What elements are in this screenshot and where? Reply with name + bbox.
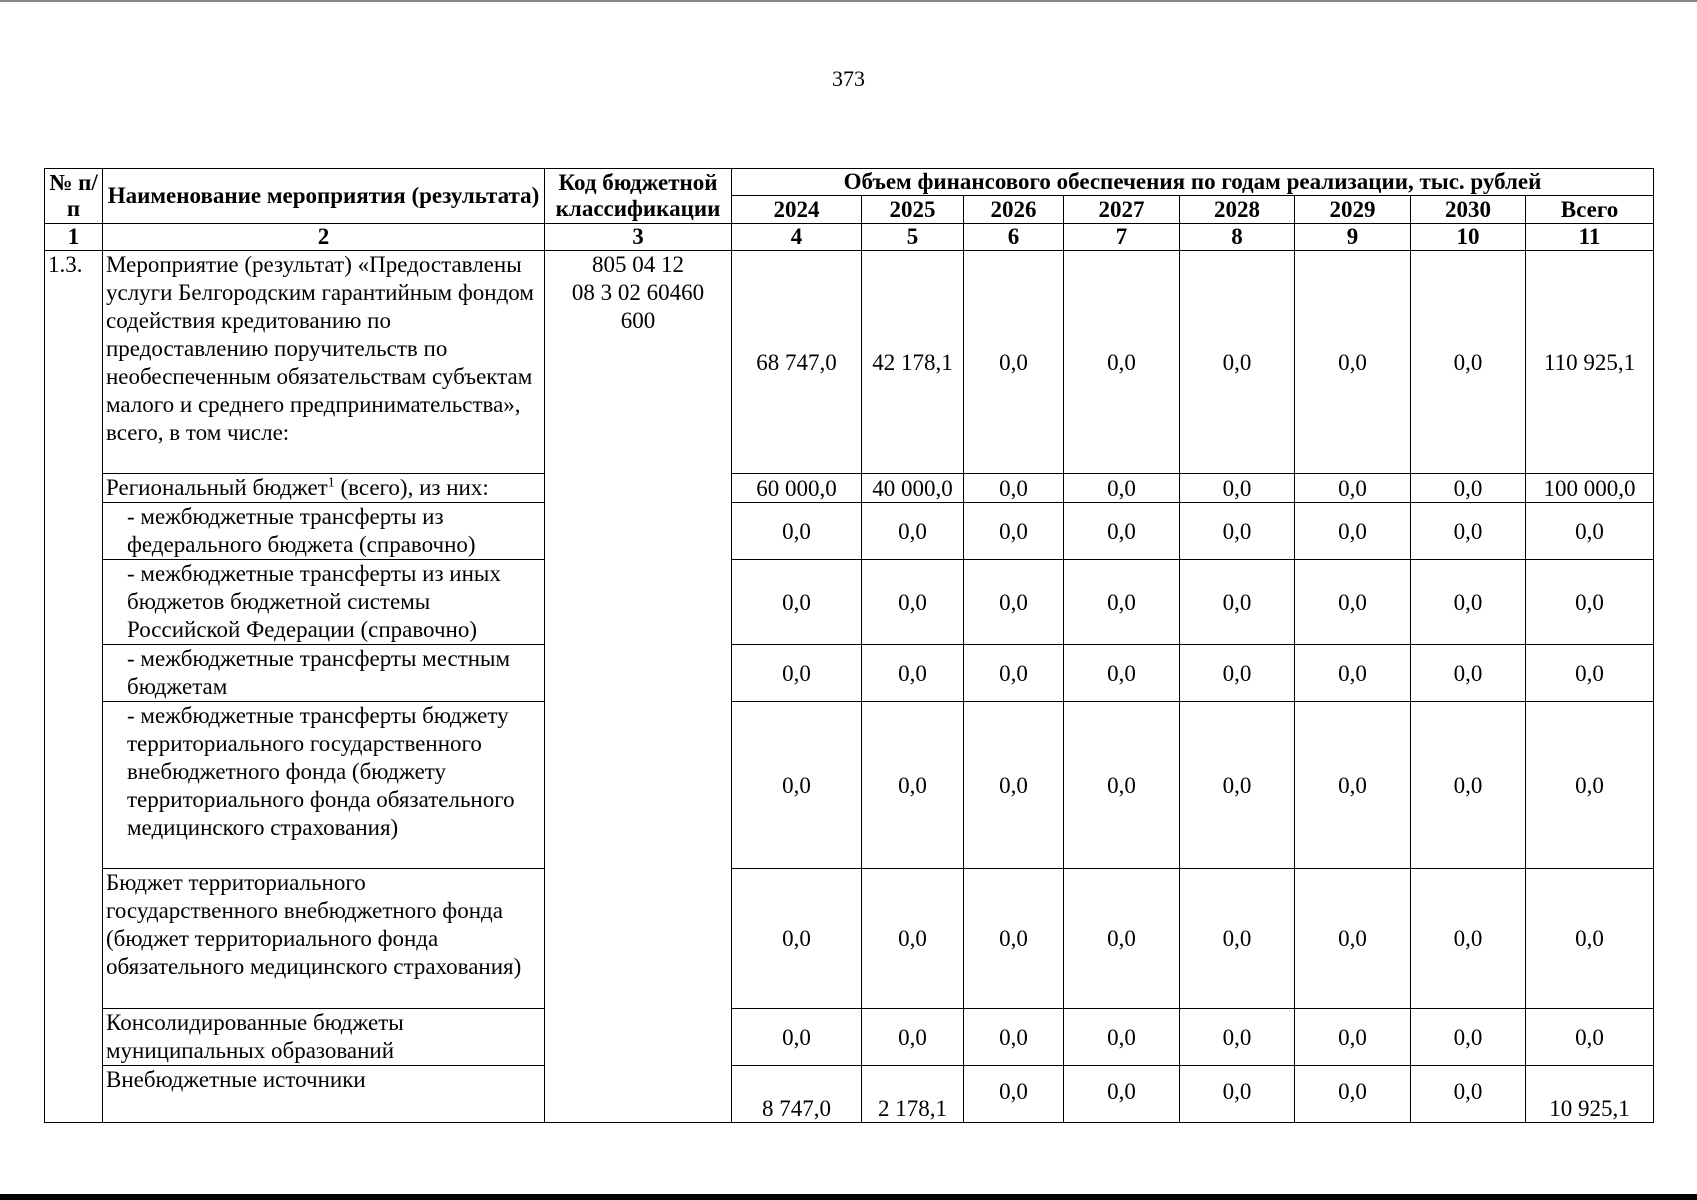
value-cell: 40 000,0 — [862, 474, 964, 503]
budget-code: 805 04 12 08 3 02 60460 600 — [545, 251, 732, 1123]
column-number-row — [45, 224, 1654, 251]
value-cell: 0,0 — [1526, 503, 1654, 560]
value-cell: 0,0 — [862, 702, 964, 869]
table-row — [45, 645, 1654, 702]
value-cell: 0,0 — [862, 645, 964, 702]
value-cell: 60 000,0 — [732, 474, 862, 503]
header-year: 2024 — [732, 196, 862, 224]
column-number: 5 — [862, 224, 964, 251]
value-cell: 0,0 — [1411, 645, 1526, 702]
column-number: 3 — [545, 224, 732, 251]
value-cell: 8 747,0 — [732, 1066, 862, 1123]
value-cell: 0,0 — [862, 560, 964, 645]
value-cell: 0,0 — [1180, 251, 1295, 474]
header-name: Наименование мероприятия (результата) — [103, 169, 545, 224]
value-cell: 0,0 — [1411, 474, 1526, 503]
row-name — [103, 474, 545, 503]
value-cell: 0,0 — [1064, 251, 1180, 474]
value-cell: 0,0 — [862, 869, 964, 1009]
value-cell: 0,0 — [1411, 1066, 1526, 1123]
table-row — [45, 474, 1654, 503]
value-cell: 0,0 — [1411, 251, 1526, 474]
value-cell: 0,0 — [1180, 1009, 1295, 1066]
value-cell: 0,0 — [1064, 474, 1180, 503]
header-year: 2029 — [1295, 196, 1411, 224]
value-cell: 0,0 — [1295, 474, 1411, 503]
row-name: Бюджет территориального государственного внебюджетного фонда (бюджет территориального фонда обязательного медицинского страхования) — [103, 869, 545, 1009]
value-cell: 68 747,0 — [732, 251, 862, 474]
table-row — [45, 503, 1654, 560]
footnote-mark: 1 — [327, 475, 335, 491]
value-cell: 0,0 — [1064, 1009, 1180, 1066]
row-name-text: (всего), из них: — [334, 475, 489, 500]
value-cell: 0,0 — [732, 702, 862, 869]
table-row — [45, 1066, 1654, 1123]
value-cell: 2 178,1 — [862, 1066, 964, 1123]
value-cell: 0,0 — [732, 1009, 862, 1066]
row-name: Мероприятие (результат) «Предоставлены услуги Белгородским гарантийным фондом содействия кредитованию по предоставлению поручительств по необеспеченным обязательствам субъектам малого и среднего предпринимательства», всего, в том числе: — [103, 251, 545, 474]
column-number: 11 — [1526, 224, 1654, 251]
value-cell: 0,0 — [1526, 702, 1654, 869]
column-number: 9 — [1295, 224, 1411, 251]
header-year: 2028 — [1180, 196, 1295, 224]
header-year: 2026 — [964, 196, 1064, 224]
column-number: 7 — [1064, 224, 1180, 251]
value-cell: 0,0 — [1526, 560, 1654, 645]
value-cell: 0,0 — [862, 503, 964, 560]
table-row — [45, 1009, 1654, 1066]
column-number: 2 — [103, 224, 545, 251]
value-cell: 0,0 — [732, 869, 862, 1009]
row-name: - межбюджетные трансферты бюджету территориального государственного внебюджетного фонда (бюджету территориального фонда обязательного медицинского страхования) — [103, 702, 545, 869]
column-number: 1 — [45, 224, 103, 251]
value-cell: 0,0 — [1526, 645, 1654, 702]
value-cell: 10 925,1 — [1526, 1066, 1654, 1123]
column-number: 8 — [1180, 224, 1295, 251]
value-cell: 0,0 — [1295, 1009, 1411, 1066]
table-row — [45, 869, 1654, 1009]
page-number: 373 — [832, 66, 865, 91]
value-cell: 0,0 — [1064, 503, 1180, 560]
column-number: 4 — [732, 224, 862, 251]
value-cell: 110 925,1 — [1526, 251, 1654, 474]
value-cell: 0,0 — [1180, 1066, 1295, 1123]
financing-table — [44, 168, 1654, 1123]
table-row — [45, 251, 1654, 474]
value-cell: 0,0 — [1064, 645, 1180, 702]
value-cell: 0,0 — [964, 474, 1064, 503]
value-cell: 0,0 — [1180, 474, 1295, 503]
value-cell: 0,0 — [964, 702, 1064, 869]
item-index: 1.3. — [45, 251, 103, 1123]
value-cell: 0,0 — [964, 1009, 1064, 1066]
value-cell: 0,0 — [964, 645, 1064, 702]
header-funding: Объем финансового обеспечения по годам реализации, тыс. рублей — [732, 169, 1654, 196]
row-name: Консолидированные бюджеты муниципальных образований — [103, 1009, 545, 1066]
value-cell: 0,0 — [1180, 645, 1295, 702]
header-num: № п/п — [45, 169, 103, 224]
header-code: Код бюджетной классификации — [545, 169, 732, 224]
page-bottom-edge — [0, 1194, 1697, 1200]
value-cell: 0,0 — [1411, 560, 1526, 645]
value-cell: 0,0 — [964, 503, 1064, 560]
value-cell: 0,0 — [964, 251, 1064, 474]
value-cell: 0,0 — [1064, 869, 1180, 1009]
table-row — [45, 560, 1654, 645]
value-cell: 0,0 — [1411, 503, 1526, 560]
row-name: - межбюджетные трансферты из иных бюджетов бюджетной системы Российской Федерации (справочно) — [103, 560, 545, 645]
header-row-1 — [45, 169, 1654, 196]
value-cell: 0,0 — [964, 1066, 1064, 1123]
header-year: 2025 — [862, 196, 964, 224]
header-year: 2030 — [1411, 196, 1526, 224]
value-cell: 0,0 — [1064, 702, 1180, 869]
value-cell: 42 178,1 — [862, 251, 964, 474]
value-cell: 0,0 — [732, 560, 862, 645]
row-name: - межбюджетные трансферты из федерального бюджета (справочно) — [103, 503, 545, 560]
column-number: 6 — [964, 224, 1064, 251]
value-cell: 0,0 — [1295, 503, 1411, 560]
value-cell: 0,0 — [732, 503, 862, 560]
value-cell: 0,0 — [964, 869, 1064, 1009]
value-cell: 0,0 — [1180, 869, 1295, 1009]
value-cell: 0,0 — [1411, 1009, 1526, 1066]
value-cell: 0,0 — [1411, 702, 1526, 869]
row-name: Внебюджетные источники — [103, 1066, 545, 1123]
value-cell: 0,0 — [1064, 560, 1180, 645]
value-cell: 0,0 — [1180, 503, 1295, 560]
value-cell: 100 000,0 — [1526, 474, 1654, 503]
value-cell: 0,0 — [1295, 645, 1411, 702]
row-name-text: Региональный бюджет — [106, 475, 328, 500]
value-cell: 0,0 — [964, 560, 1064, 645]
value-cell: 0,0 — [732, 645, 862, 702]
row-name: - межбюджетные трансферты местным бюджетам — [103, 645, 545, 702]
value-cell: 0,0 — [1064, 1066, 1180, 1123]
value-cell: 0,0 — [1180, 560, 1295, 645]
value-cell: 0,0 — [1411, 869, 1526, 1009]
table-row — [45, 702, 1654, 869]
column-number: 10 — [1411, 224, 1526, 251]
value-cell: 0,0 — [1526, 1009, 1654, 1066]
value-cell: 0,0 — [1295, 702, 1411, 869]
value-cell: 0,0 — [1526, 869, 1654, 1009]
value-cell: 0,0 — [1295, 251, 1411, 474]
value-cell: 0,0 — [1295, 560, 1411, 645]
value-cell: 0,0 — [862, 1009, 964, 1066]
value-cell: 0,0 — [1295, 869, 1411, 1009]
page-top-edge — [0, 0, 1697, 2]
value-cell: 0,0 — [1180, 702, 1295, 869]
value-cell: 0,0 — [1295, 1066, 1411, 1123]
header-year: 2027 — [1064, 196, 1180, 224]
header-total: Всего — [1526, 196, 1654, 224]
